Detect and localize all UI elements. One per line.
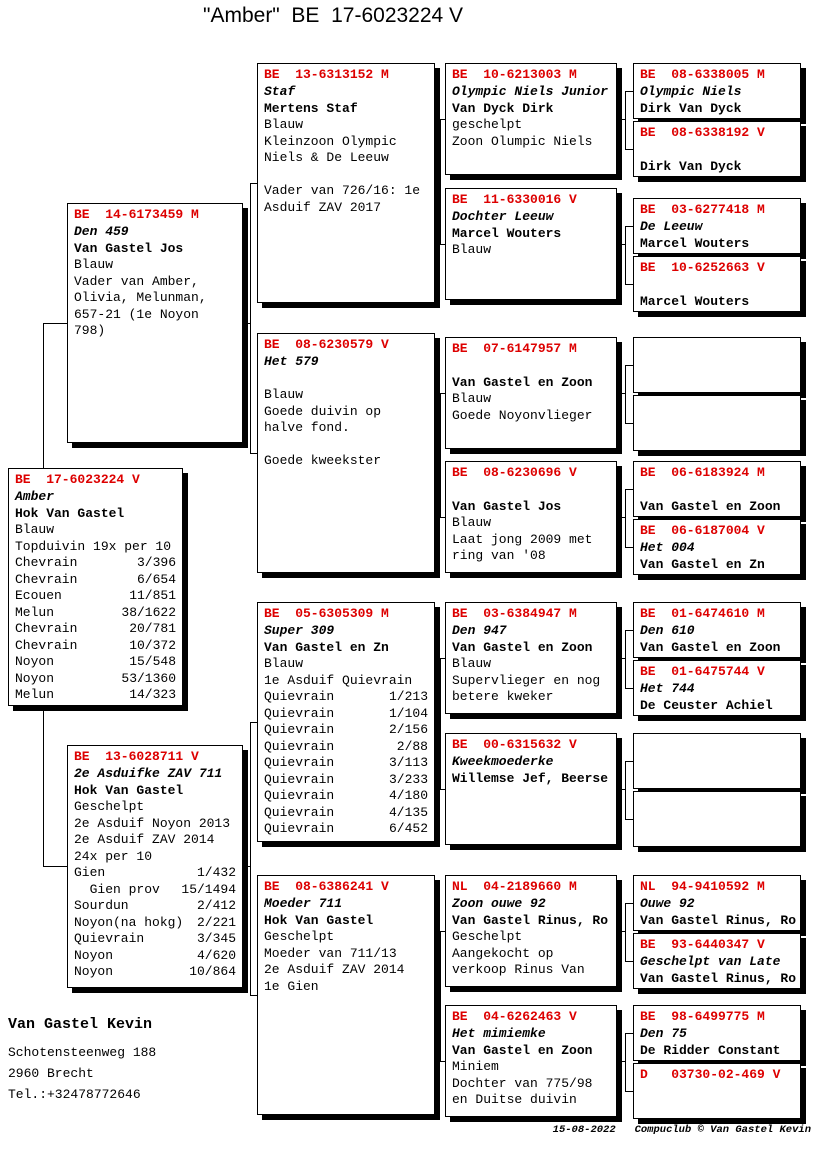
race-place: Melun: [15, 604, 55, 620]
race-result: [264, 706, 428, 723]
connector-vertical: [250, 722, 251, 995]
ring-number: BE 04-6262463 V: [452, 1009, 577, 1024]
fancier-name: De Ceuster Achiel: [640, 697, 773, 713]
race-result: [74, 882, 236, 899]
pedigree-box-fff: [445, 63, 617, 175]
info-line: [264, 167, 428, 184]
fancier-name: Dirk Van Dyck: [640, 158, 742, 174]
race-score: 1/104: [388, 705, 428, 721]
race-place: Chevrain: [15, 555, 78, 570]
fancier-name: Willemse Jef, Beerse: [452, 770, 609, 786]
pigeon-name: 2e Asduifke ZAV 711: [74, 766, 223, 781]
footer-credit: [553, 1124, 811, 1136]
ring-number: BE 11-6330016 V: [452, 192, 577, 207]
info-line: Kleinzoon Olympic: [264, 133, 397, 149]
fancier-name: Van Gastel en Zoon: [640, 639, 781, 655]
connector-horizontal: [625, 226, 633, 227]
ring-number: BE 08-6230696 V: [452, 465, 577, 480]
connector-horizontal: [625, 489, 633, 490]
info-line: Blauw: [264, 656, 304, 671]
race-place: Quievrain: [264, 804, 335, 820]
fancier-name: Marcel Wouters: [452, 225, 562, 241]
fancier-name: Marcel Wouters: [640, 293, 750, 309]
pedigree-box-mff: [445, 602, 617, 714]
info-line: Goede kweekster: [264, 453, 382, 468]
connector-horizontal: [435, 995, 440, 996]
pedigree-box-fmm: [445, 461, 617, 573]
race-score: 4/135: [388, 804, 428, 820]
pigeon-name: [452, 358, 610, 375]
connector-horizontal: [625, 819, 633, 820]
race-result: [74, 915, 236, 932]
ring-number: BE 06-6187004 V: [640, 523, 765, 538]
info-line: Asduif ZAV 2017: [264, 199, 382, 215]
ring-number: BE 08-6338005 M: [640, 67, 765, 82]
race-place: Gien: [74, 865, 106, 880]
pigeon-name: Den 947: [452, 623, 507, 638]
race-result: [74, 898, 236, 915]
ring-number: BE 17-6023224 V: [15, 472, 140, 487]
fancier-name: Van Gastel en Zoon: [452, 374, 593, 390]
info-line: verkoop Rinus Van: [452, 962, 585, 977]
ring-number: NL 94-9410592 M: [640, 879, 765, 894]
connector-horizontal: [250, 453, 257, 454]
pedigree-box-mmff: [633, 875, 801, 931]
pigeon-name: Het 744: [640, 681, 695, 696]
pedigree-box-mfff: [633, 602, 801, 658]
info-line: 798): [74, 323, 106, 338]
race-place: Chevrain: [15, 621, 78, 636]
connector-horizontal: [625, 688, 633, 689]
ring-number: BE 10-6213003 M: [452, 67, 577, 82]
race-result: [264, 772, 428, 789]
race-score: 2/221: [196, 914, 236, 930]
race-result: [74, 948, 236, 965]
race-score: 10/864: [189, 964, 236, 979]
fancier-name: Dirk Van Dyck: [640, 100, 742, 116]
connector-vertical: [625, 365, 626, 423]
race-score: 38/1622: [121, 604, 176, 620]
pigeon-name: Den 610: [640, 623, 695, 638]
race-place: Quievrain: [264, 771, 335, 787]
info-line: Geschelpt: [74, 799, 145, 814]
pedigree-box-mmfm: [633, 933, 801, 989]
connector-horizontal: [43, 323, 67, 324]
connector-horizontal: [625, 365, 633, 366]
connector-horizontal: [617, 931, 625, 932]
fancier-name: Van Gastel en Zn: [264, 639, 389, 655]
info-line: Vader van 726/16: 1e: [264, 183, 421, 198]
race-result: [264, 739, 428, 756]
connector-horizontal: [250, 183, 257, 184]
fancier-name: Marcel Wouters: [640, 235, 750, 251]
owner-address-street: Schotensteenweg 188: [8, 1045, 157, 1060]
connector-horizontal: [435, 183, 440, 184]
info-line: [264, 437, 428, 454]
ring-number: BE 13-6028711 V: [74, 749, 199, 764]
ring-number: BE 00-6315632 V: [452, 737, 577, 752]
ring-number: BE 06-6183924 M: [640, 465, 765, 480]
fancier-name: [264, 371, 428, 388]
connector-vertical: [625, 1033, 626, 1091]
info-line: Blauw: [452, 656, 492, 671]
ring-number: BE 08-6338192 V: [640, 125, 765, 140]
fancier-name: Van Gastel en Zoon: [452, 639, 593, 655]
connector-horizontal: [243, 323, 250, 324]
pedigree-box-ffmm: [633, 256, 801, 312]
pigeon-name: Dochter Leeuw: [452, 209, 554, 224]
info-line: Blauw: [74, 257, 114, 272]
connector-horizontal: [617, 244, 625, 245]
pedigree-box-mother: [67, 745, 243, 988]
info-line: ring van '08: [452, 548, 546, 563]
info-line: Zoon Olumpic Niels: [452, 133, 593, 149]
pedigree-box-mmmm: [633, 1063, 801, 1119]
race-score: 1/213: [388, 689, 428, 704]
pigeon-name: Amber: [15, 489, 55, 504]
info-line: 1e Gien: [264, 978, 319, 994]
connector-horizontal: [435, 722, 440, 723]
race-result: [74, 865, 236, 882]
connector-horizontal: [250, 995, 257, 996]
info-line: halve fond.: [264, 420, 350, 435]
race-result: [15, 588, 176, 605]
race-result: [74, 931, 236, 948]
info-line: Supervlieger en nog: [452, 672, 601, 688]
race-score: 2/156: [388, 722, 428, 737]
pigeon-name: Ouwe 92: [640, 896, 695, 911]
connector-horizontal: [625, 149, 633, 150]
pigeon-name: [640, 277, 794, 294]
connector-vertical: [625, 91, 626, 149]
pigeon-name: Staf: [264, 84, 296, 99]
fancier-name: Van Gastel en Zn: [640, 556, 765, 572]
ring-number: BE 03-6277418 M: [640, 202, 765, 217]
race-place: Quievrain: [264, 738, 335, 754]
race-score: 53/1360: [121, 670, 176, 686]
connector-horizontal: [625, 961, 633, 962]
info-line: Blauw: [452, 515, 492, 530]
race-score: 3/233: [388, 771, 428, 787]
race-result: [15, 654, 176, 671]
connector-horizontal: [243, 866, 250, 867]
info-line: Blauw: [452, 391, 492, 406]
race-result: [15, 671, 176, 688]
ring-number: BE 08-6386241 V: [264, 879, 389, 894]
race-result: [15, 605, 176, 622]
race-score: 4/180: [388, 788, 428, 803]
race-place: Quievrain: [264, 689, 335, 704]
race-place: Noyon: [74, 964, 114, 979]
pigeon-name: [640, 482, 794, 499]
ring-number: BE 01-6475744 V: [640, 664, 765, 679]
info-line: Geschelpt: [452, 929, 523, 944]
info-line: Vader van Amber,: [74, 273, 199, 289]
ring-number: BE 10-6252663 V: [640, 260, 765, 275]
race-score: 2/88: [396, 738, 428, 754]
race-result: [15, 555, 176, 572]
connector-vertical: [625, 226, 626, 284]
race-result: [264, 805, 428, 822]
info-line: 24x per 10: [74, 848, 153, 864]
fancier-name: Van Gastel Rinus, Ro: [640, 912, 797, 928]
race-score: 15/548: [129, 654, 176, 669]
race-score: 6/654: [136, 571, 176, 587]
race-score: 6/452: [388, 821, 428, 836]
race-place: Sourdun: [74, 898, 129, 913]
pigeon-name: Den 459: [74, 224, 129, 239]
race-place: Quievrain: [264, 821, 335, 836]
pigeon-name: Den 75: [640, 1026, 687, 1041]
connector-horizontal: [625, 903, 633, 904]
pedigree-box-mmm: [445, 1005, 617, 1117]
info-line: Niels & De Leeuw: [264, 150, 389, 165]
info-line: geschelpt: [452, 117, 523, 132]
info-line: 657-21 (1e Noyon: [74, 306, 199, 322]
info-line: Blauw: [15, 522, 55, 537]
pigeon-name: [640, 142, 794, 159]
ring-number: BE 14-6173459 M: [74, 207, 199, 222]
race-result: [264, 755, 428, 772]
ring-number: BE 13-6313152 M: [264, 67, 389, 82]
footer-program-credit: Compuclub © Van Gastel Kevin: [634, 1124, 811, 1136]
info-line: 2e Asduif ZAV 2014: [74, 832, 215, 847]
fancier-name: Van Gastel Jos: [452, 498, 562, 514]
race-score: 3/345: [196, 931, 236, 946]
owner-block: [8, 1016, 156, 1105]
race-result: [264, 722, 428, 739]
info-line: Miniem: [452, 1059, 499, 1074]
fancier-name: Hok Van Gastel: [74, 782, 184, 798]
fancier-name: Van Gastel en Zoon: [452, 1042, 593, 1058]
race-place: Quievrain: [264, 722, 335, 737]
pedigree-box-mfmm: [633, 791, 801, 847]
fancier-name: Van Gastel Rinus, Ro: [452, 912, 609, 928]
race-result: [264, 689, 428, 706]
connector-horizontal: [625, 91, 633, 92]
race-result: [15, 687, 176, 704]
fancier-name: Van Gastel Rinus, Ro: [640, 970, 797, 986]
info-line: Goede Noyonvlieger: [452, 407, 593, 423]
connector-vertical: [440, 393, 441, 517]
pigeon-name: Zoon ouwe 92: [452, 896, 546, 911]
fancier-name: Hok Van Gastel: [264, 912, 374, 928]
race-place: Melun: [15, 687, 55, 702]
info-line: Olivia, Melunman,: [74, 290, 207, 305]
pigeon-name: Het 579: [264, 354, 319, 369]
pedigree-box-mm: [257, 875, 435, 1115]
info-line: Blauw: [264, 387, 304, 402]
race-result: [74, 964, 236, 981]
pedigree-box-fmmf: [633, 461, 801, 517]
pedigree-box-fmf: [445, 337, 617, 449]
ring-number: BE 08-6230579 V: [264, 337, 389, 352]
race-result: [264, 821, 428, 838]
pedigree-box-fmfm: [633, 395, 801, 451]
connector-horizontal: [625, 547, 633, 548]
pigeon-name: Super 309: [264, 623, 335, 638]
pigeon-name: Kweekmoederke: [452, 754, 554, 769]
ring-number: BE 01-6474610 M: [640, 606, 765, 621]
info-line: Goede duivin op: [264, 403, 382, 419]
info-line: Aangekocht op: [452, 945, 554, 961]
pigeon-name: [452, 482, 610, 499]
info-line: Dochter van 775/98: [452, 1075, 593, 1091]
info-line: Blauw: [452, 242, 492, 257]
pedigree-box-mfm: [445, 733, 617, 845]
info-line: 1e Asduif Quievrain: [264, 672, 413, 688]
ring-number: BE 98-6499775 M: [640, 1009, 765, 1024]
race-score: 3/396: [136, 555, 176, 570]
pigeon-name: De Leeuw: [640, 219, 703, 234]
race-place: Ecouen: [15, 588, 62, 603]
fancier-name: De Ridder Constant: [640, 1042, 781, 1058]
race-score: 10/372: [129, 637, 176, 653]
pedigree-box-father: [67, 203, 243, 443]
connector-horizontal: [617, 393, 625, 394]
pedigree-box-ffff: [633, 63, 801, 119]
pedigree-box-mfmf: [633, 733, 801, 789]
race-place: Chevrain: [15, 637, 78, 653]
connector-vertical: [625, 761, 626, 819]
owner-address-city: 2960 Brecht: [8, 1066, 94, 1081]
race-place: Noyon: [15, 670, 55, 686]
page-title: "Amber" BE 17-6023224 V: [203, 4, 464, 27]
race-place: Noyon(na hokg): [74, 914, 184, 930]
race-score: 15/1494: [181, 881, 236, 897]
race-place: Noyon: [15, 654, 55, 669]
race-result: [15, 572, 176, 589]
connector-horizontal: [625, 761, 633, 762]
pedigree-box-mmmf: [633, 1005, 801, 1061]
pedigree-box-fmmm: [633, 519, 801, 575]
race-score: 1/432: [196, 865, 236, 880]
connector-horizontal: [617, 119, 625, 120]
info-line: 2e Asduif ZAV 2014: [264, 962, 405, 977]
pedigree-box-mffm: [633, 660, 801, 716]
race-score: 4/620: [196, 947, 236, 963]
ring-number: D 03730-02-469 V: [640, 1067, 781, 1082]
pigeon-name: Geschelpt van Late: [640, 954, 781, 969]
info-line: en Duitse duivin: [452, 1092, 577, 1107]
connector-vertical: [625, 489, 626, 547]
pigeon-name: Het mimiemke: [452, 1026, 546, 1041]
owner-phone: Tel.:+32478772646: [8, 1087, 141, 1102]
connector-vertical: [250, 183, 251, 453]
ring-number: NL 04-2189660 M: [452, 879, 577, 894]
pedigree-box-ffmf: [633, 198, 801, 254]
pedigree-box-ffm: [445, 188, 617, 300]
connector-horizontal: [617, 1061, 625, 1062]
connector-horizontal: [617, 789, 625, 790]
pedigree-box-mf: [257, 602, 435, 842]
race-place: Quievrain: [264, 788, 335, 803]
info-line: Blauw: [264, 117, 304, 132]
footer-date: 15-08-2022: [552, 1124, 616, 1136]
connector-horizontal: [250, 722, 257, 723]
race-place: Quievrain: [264, 755, 335, 770]
pedigree-box-fmff: [633, 337, 801, 393]
pigeon-name: Olympic Niels Junior: [452, 84, 609, 99]
race-place: Gien prov: [74, 881, 160, 897]
info-line: Topduivin 19x per 10: [15, 538, 172, 554]
connector-horizontal: [435, 453, 440, 454]
pigeon-name: Moeder 711: [264, 896, 343, 911]
race-score: 14/323: [129, 687, 176, 702]
pedigree-box-mmf: [445, 875, 617, 987]
connector-vertical: [625, 903, 626, 961]
connector-vertical: [440, 931, 441, 1061]
fancier-name: Van Gastel en Zoon: [640, 498, 781, 514]
fancier-name: Van Gastel Jos: [74, 240, 184, 256]
race-score: 2/412: [196, 898, 236, 913]
pigeon-name: Olympic Niels: [640, 84, 742, 99]
connector-horizontal: [625, 630, 633, 631]
race-score: 20/781: [129, 621, 176, 636]
race-result: [264, 788, 428, 805]
connector-vertical: [440, 658, 441, 789]
race-place: Quievrain: [264, 705, 335, 721]
race-place: Chevrain: [15, 571, 78, 587]
pedigree-box-subject: [8, 468, 183, 706]
info-line: Moeder van 711/13: [264, 945, 397, 961]
connector-horizontal: [43, 866, 67, 867]
info-line: Laat jong 2009 met: [452, 531, 593, 547]
ring-number: BE 05-6305309 M: [264, 606, 389, 621]
ring-number: BE 93-6440347 V: [640, 937, 765, 952]
connector-vertical: [625, 630, 626, 688]
connector-vertical: [440, 119, 441, 244]
ring-number: BE 03-6384947 M: [452, 606, 577, 621]
connector-horizontal: [625, 423, 633, 424]
race-score: 3/113: [388, 755, 428, 770]
info-line: 2e Asduif Noyon 2013: [74, 815, 231, 831]
race-place: Quievrain: [74, 931, 145, 946]
connector-horizontal: [625, 284, 633, 285]
owner-name: Van Gastel Kevin: [8, 1016, 153, 1033]
fancier-name: Mertens Staf: [264, 100, 358, 116]
connector-horizontal: [617, 517, 625, 518]
info-line: betere kweker: [452, 689, 554, 704]
pedigree-box-ff: [257, 63, 435, 303]
pedigree-box-fm: [257, 333, 435, 573]
race-place: Noyon: [74, 947, 114, 963]
race-score: 11/851: [129, 588, 176, 603]
connector-horizontal: [617, 658, 625, 659]
fancier-name: Hok Van Gastel: [15, 505, 125, 521]
fancier-name: Van Dyck Dirk: [452, 100, 554, 116]
info-line: Geschelpt: [264, 929, 335, 944]
pedigree-box-fffm: [633, 121, 801, 177]
pigeon-name: Het 004: [640, 540, 695, 555]
connector-horizontal: [625, 1033, 633, 1034]
race-result: [15, 621, 176, 638]
race-result: [15, 638, 176, 655]
connector-horizontal: [625, 1091, 633, 1092]
ring-number: BE 07-6147957 M: [452, 341, 577, 356]
